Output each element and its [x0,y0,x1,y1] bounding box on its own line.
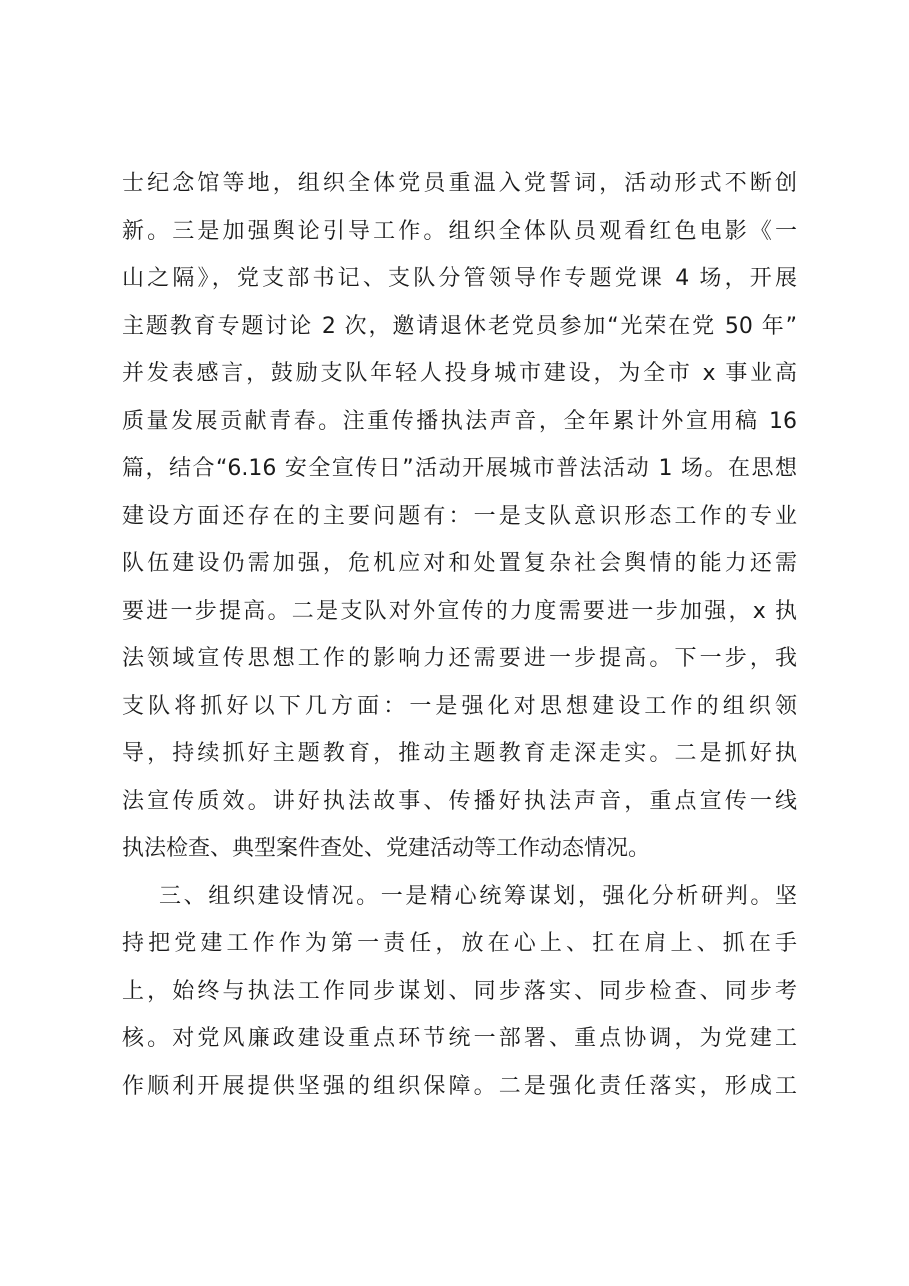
body-line: 并发表感言，鼓励支队年轻人投身城市建设，为全市 x 事业高 [122,361,797,386]
body-line: 主题教育专题讨论 2 次，邀请退休老党员参加“光荣在党 50 年” [122,313,797,339]
body-line: 作顺利开展提供坚强的组织保障。二是强化责任落实，形成工 [122,1073,797,1099]
body-line: 士纪念馆等地，组织全体党员重温入党誓词，活动形式不断创 [122,171,797,196]
section-heading-line: 三、组织建设情况。一是精心统筹谋划，强化分析研判。坚 [159,883,797,909]
body-line: 上，始终与执法工作同步谋划、同步落实、同步检查、同步考 [122,978,797,1004]
body-line: 要进一步提高。二是支队对外宣传的力度需要进一步加强，x 执 [122,598,797,624]
body-line: 质量发展贡献青春。注重传播执法声音，全年累计外宣用稿 16 [122,408,797,434]
body-line: 法领域宣传思想工作的影响力还需要进一步提高。下一步，我 [122,646,797,671]
body-line: 山之隔》，党支部书记、支队分管领导作专题党课 4 场，开展 [122,266,797,291]
body-line: 队伍建设仍需加强，危机应对和处置复杂社会舆情的能力还需 [122,551,797,576]
body-line: 核。对党风廉政建设重点环节统一部署、重点协调，为党建工 [122,1026,797,1051]
body-line: 持把党建工作作为第一责任，放在心上、扛在肩上、抓在手 [122,931,797,956]
body-line: 导，持续抓好主题教育，推动主题教育走深走实。二是抓好执 [122,741,797,766]
document-body [122,160,797,1110]
body-line: 新。三是加强舆论引导工作。组织全体队员观看红色电影《一 [122,218,797,244]
body-line: 支队将抓好以下几方面：一是强化对思想建设工作的组织领 [122,693,797,719]
body-line: 执法检查、典型案件查处、党建活动等工作动态情况。 [122,836,651,861]
body-line: 篇，结合“6.16 安全宣传日”活动开展城市普法活动 1 场。在思想 [122,456,797,481]
body-line: 建设方面还存在的主要问题有：一是支队意识形态工作的专业 [122,503,797,529]
body-line: 法宣传质效。讲好执法故事、传播好执法声音，重点宣传一线 [122,788,797,814]
